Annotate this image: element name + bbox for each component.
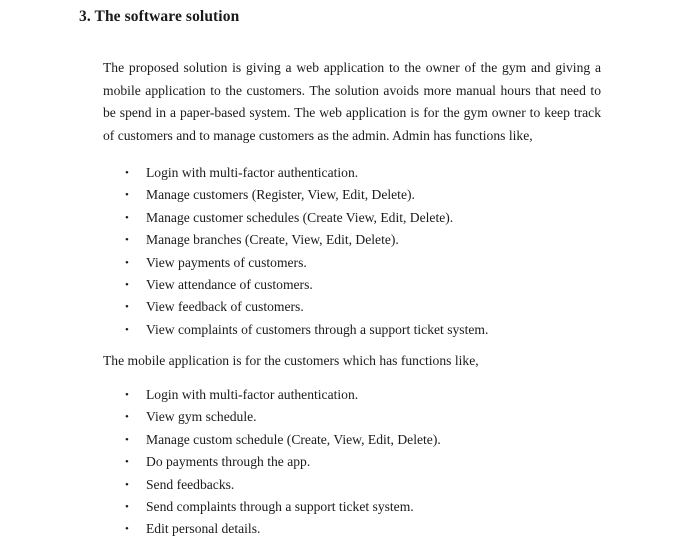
list-item-text: Manage customer schedules (Create View, Edit, Delete). [146, 209, 454, 225]
bullet-icon: • [125, 433, 129, 446]
bullet-icon: • [125, 389, 129, 401]
list-item [122, 184, 488, 206]
list-item-text: Send complaints through a support ticket system. [146, 498, 414, 514]
bullet-icon: • [125, 234, 129, 247]
bullet-icon: • [125, 278, 129, 291]
bullet-icon: • [125, 411, 129, 424]
list-item [122, 252, 488, 274]
list-item [122, 496, 441, 518]
bullet-icon: • [125, 167, 129, 179]
list-item-text: View gym schedule. [146, 409, 257, 425]
list-item [122, 229, 488, 251]
list-item [122, 207, 488, 229]
list-item-text: Login with multi-factor authentication. [146, 165, 359, 180]
bullet-icon: • [125, 189, 129, 202]
list-item-text: Manage custom schedule (Create, View, Edit, Delete). [146, 431, 441, 447]
bullet-icon: • [125, 478, 129, 491]
list-item [122, 474, 441, 496]
list-item-text: View feedback of customers. [146, 299, 304, 315]
list-item-text: Manage branches (Create, View, Edit, Delete). [146, 232, 399, 248]
bullet-icon: • [125, 256, 129, 269]
list-item [122, 296, 488, 318]
list-item-text: View payments of customers. [146, 254, 307, 270]
bullet-icon: • [125, 301, 129, 314]
bullet-icon: • [125, 523, 129, 536]
list-item [122, 518, 441, 540]
list-item-text: Send feedbacks. [146, 476, 235, 492]
list-item-text: View complaints of customers through a support ticket system. [146, 321, 489, 337]
list-item [122, 274, 488, 296]
list-item [122, 162, 488, 184]
admin-functions-list [122, 162, 488, 341]
bullet-icon: • [125, 456, 129, 469]
list-item [122, 384, 441, 406]
bullet-icon: • [125, 211, 129, 224]
list-item-text: Login with multi-factor authentication. [146, 387, 359, 402]
bullet-icon: • [125, 323, 129, 336]
section-heading: 3. The software solution [79, 8, 240, 25]
intro-paragraph: The proposed solution is giving a web application to the owner of the gym and giving a mobile application to the customers. The solution avoids more manual hours that need to be spend in a paper-based system. The web application is for the gym owner to keep track of customers and to manage customers as the admin. Admin has functions like, [103, 60, 601, 143]
list-item [122, 406, 441, 428]
list-item-text: View attendance of customers. [146, 276, 313, 292]
customer-functions-list [122, 384, 441, 541]
list-item [122, 319, 488, 341]
list-item-text: Do payments through the app. [146, 454, 311, 470]
list-item-text: Edit personal details. [146, 521, 261, 537]
mobile-intro-paragraph: The mobile application is for the customers which has functions like, [103, 353, 479, 368]
bullet-icon: • [125, 500, 129, 513]
list-item [122, 429, 441, 451]
list-item-text: Manage customers (Register, View, Edit, Delete). [146, 187, 415, 203]
list-item [122, 451, 441, 473]
